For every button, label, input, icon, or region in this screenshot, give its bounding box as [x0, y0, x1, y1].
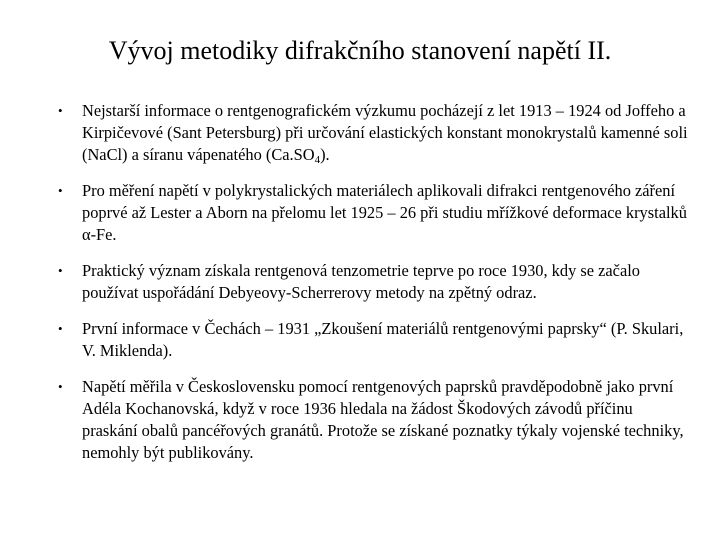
bullet-text: Praktický význam získala rentgenová tenzometrie teprve po roce 1930, kdy se začalo používat uspořádání Debyeovy-Scherrerovy metody na zpětný odraz. — [82, 261, 640, 302]
bullet-text: První informace v Čechách – 1931 „Zkoušení materiálů rentgenovými paprsky“ (P. Skulari, V. Miklenda). — [82, 319, 684, 360]
bullet-text-end: ). — [320, 145, 330, 164]
bullet-item — [58, 318, 688, 362]
bullet-item — [58, 376, 688, 464]
bullet-marker: • — [58, 103, 63, 118]
bullet-marker: • — [58, 321, 63, 336]
slide-title: Vývoj metodiky difrakčního stanovení napětí II. — [108, 36, 612, 65]
bullet-list — [58, 100, 688, 478]
bullet-item — [58, 260, 688, 304]
bullet-item — [58, 100, 688, 166]
bullet-marker: • — [58, 379, 63, 394]
bullet-text: Napětí měřila v Československu pomocí rentgenových paprsků pravděpodobně jako první Adéla Kochanovská, když v roce 1936 hledala na žádost Škodových závodů příčinu praskání obalů pancéřových granátů. Protože se získané poznatky týkaly vojenské techniky, nemohly být publikovány. — [82, 377, 684, 462]
bullet-text: Pro měření napětí v polykrystalických materiálech aplikovali difrakci rentgenového záření poprvé až Lester a Aborn na přelomu let 1925 – 26 při studiu mřížkové deformace krystalků α-Fe. — [82, 181, 687, 244]
subscript: 4 — [314, 154, 321, 166]
bullet-text: Nejstarší informace o rentgenografickém výzkumu pocházejí z let 1913 – 1924 od Joffeho a Kirpičevové (Sant Petersburg) při určování elastických konstant monokrystalů kamenné soli (NaCl) a síranu vápenatého (Ca.SO — [82, 101, 688, 164]
bullet-marker: • — [58, 263, 63, 278]
bullet-item — [58, 180, 688, 246]
bullet-marker: • — [58, 183, 63, 198]
